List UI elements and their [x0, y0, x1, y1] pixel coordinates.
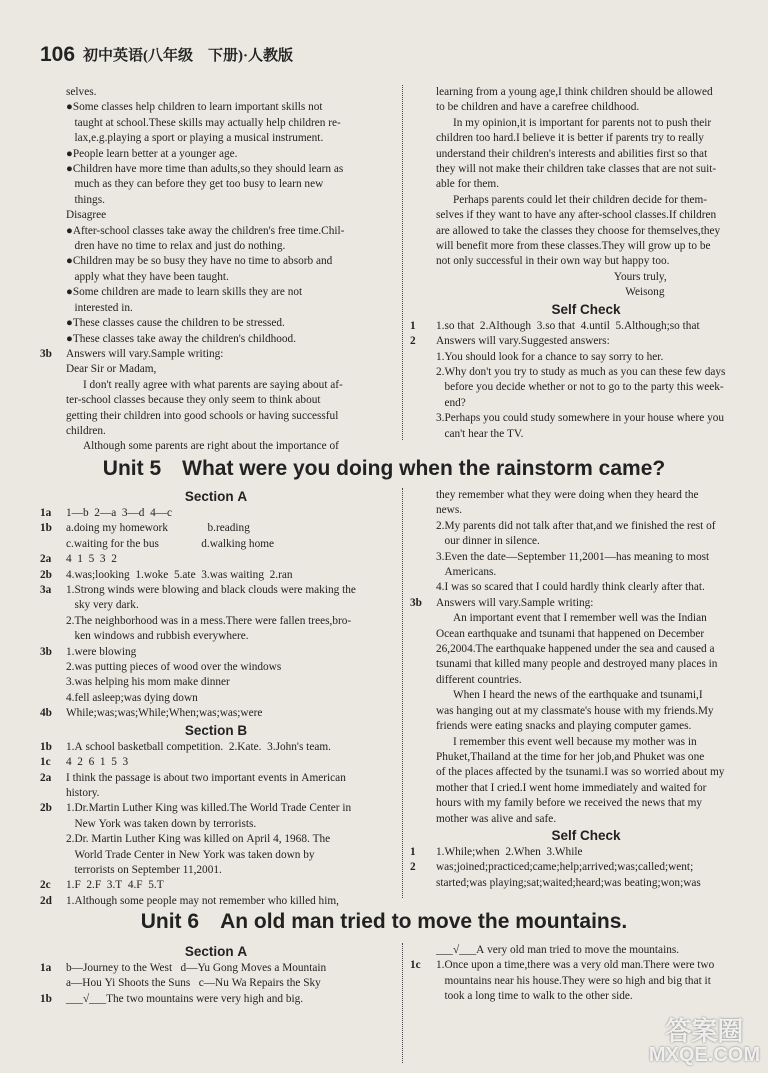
answer-text: Yours truly,	[436, 270, 667, 283]
answer-line	[410, 350, 762, 365]
answer-text: mother was alive and safe.	[436, 812, 557, 825]
answer-line	[410, 845, 762, 860]
answer-text: mountains near his house.They were so high and big that it	[436, 974, 711, 987]
answer-text: Phuket,Thailand at the time for her job,and Phuket was one	[436, 750, 705, 763]
question-label: 2b	[40, 802, 52, 815]
answer-line	[40, 614, 392, 629]
answer-text: ●These classes cause the children to be stressed.	[66, 317, 285, 330]
answer-text: ●After-school classes take away the children's free time.Chil-	[66, 224, 345, 237]
answer-line	[40, 270, 392, 285]
answer-line	[410, 657, 762, 672]
question-label: 3b	[40, 347, 52, 360]
answer-line	[410, 519, 762, 534]
question-label: 2c	[40, 879, 51, 892]
answer-text: ●Children have more time than adults,so they should learn as	[66, 163, 344, 176]
answer-text: 1.Strong winds were blowing and black clouds were making the	[66, 584, 356, 597]
answer-text: 2.Why don't you try to study as much as you can these few days	[436, 365, 726, 378]
answer-line	[410, 860, 762, 875]
answer-line	[410, 208, 762, 223]
answer-text: Although some parents are right about the importance of	[66, 440, 339, 453]
answer-line	[410, 642, 762, 657]
answer-line	[410, 319, 762, 334]
answer-text: 1.were blowing	[66, 645, 137, 658]
section-heading: Section B	[184, 722, 248, 738]
question-label: 3b	[410, 596, 422, 609]
answer-line	[40, 224, 392, 239]
answer-line	[410, 989, 762, 1004]
answer-line	[40, 316, 392, 331]
answer-text: learning from a young age,I think children should be allowed	[436, 86, 713, 98]
answer-line	[40, 660, 392, 675]
answer-text: they remember what they were doing when they heard the	[436, 489, 699, 501]
question-label: 1b	[40, 992, 52, 1005]
section-heading: Section A	[184, 489, 248, 504]
answer-text: hours with my family before we received the news that my	[436, 797, 703, 810]
answer-line	[40, 301, 392, 316]
answer-text: 1—b 2—a 3—d 4—c	[66, 507, 173, 519]
answer-text: understand their children's interests and abilities first so that	[436, 147, 708, 160]
answer-line	[40, 116, 392, 131]
column-divider	[402, 488, 403, 898]
answer-line	[40, 378, 392, 393]
answer-text: will benefit more from these classes.They will grow up to be	[436, 240, 711, 253]
answer-text: selves.	[66, 86, 97, 98]
answer-line	[410, 427, 762, 442]
answer-line	[410, 765, 762, 780]
question-label: 2	[410, 335, 416, 348]
answer-line	[40, 177, 392, 192]
answer-text: 1.While;when 2.When 3.While	[436, 845, 583, 858]
answer-text: An important event that I remember well was the Indian	[436, 612, 707, 625]
answer-line	[40, 706, 392, 721]
answer-line	[40, 848, 392, 863]
answer-line	[410, 334, 762, 349]
answer-text: 1.A school basketball competition. 2.Kate. 3.John's team.	[66, 740, 331, 753]
answer-text: lax,e.g.playing a sport or playing a musical instrument.	[66, 132, 324, 145]
answer-text: news.	[436, 504, 463, 517]
answer-line	[410, 162, 762, 177]
watermark-logo: 答案圈 MXQE.COM	[648, 1016, 760, 1066]
answer-line	[410, 596, 762, 611]
answer-line	[410, 876, 762, 891]
answer-line	[410, 147, 762, 162]
section-heading: Self Check	[551, 301, 621, 317]
section-heading: Section A	[184, 944, 248, 959]
answer-line	[40, 961, 392, 976]
answer-text: Answers will vary.Sample writing:	[436, 596, 594, 609]
answer-line	[410, 750, 762, 765]
question-label: 3a	[40, 584, 52, 597]
answer-line	[410, 488, 762, 503]
unit5-title: Unit 5 What were you doing when the rainstorm came?	[102, 457, 666, 480]
answer-line	[40, 863, 392, 878]
answer-line	[410, 131, 762, 146]
answer-line	[40, 598, 392, 613]
answer-text: before you decide whether or not to go to the party this week-	[436, 381, 724, 394]
question-label: 1	[410, 845, 416, 858]
answer-text: 3.Perhaps you could study somewhere in your house where you	[436, 412, 725, 425]
answer-text: ●Some classes help children to learn important skills not	[66, 101, 323, 114]
answer-line	[410, 254, 762, 269]
answer-text: children.	[66, 424, 106, 437]
answer-text: 4 1 5 3 2	[66, 553, 117, 566]
answer-text: Dear Sir or Madam,	[66, 363, 157, 376]
answer-line	[40, 147, 392, 162]
section-heading: Self Check	[551, 827, 621, 843]
answer-line	[410, 100, 762, 115]
answer-text: terrorists on September 11,2001.	[66, 863, 222, 876]
answer-line	[40, 771, 392, 786]
answer-line	[410, 974, 762, 989]
answer-text: 1.Although some people may not remember who killed him,	[66, 894, 339, 907]
answer-text: 1.so that 2.Although 3.so that 4.until 5.Although;so that	[436, 319, 700, 332]
answer-text: Disagree	[66, 209, 107, 222]
answer-line	[40, 100, 392, 115]
answer-text: sky very dark.	[66, 599, 139, 612]
answer-line	[410, 958, 762, 973]
answer-text: 1.F 2.F 3.T 4.F 5.T	[66, 879, 164, 892]
answer-line	[40, 506, 392, 521]
question-label: 3b	[40, 645, 52, 658]
answer-text: ●These classes take away the children's childhood.	[66, 332, 297, 345]
answer-text: to be children and have a carefree childhood.	[436, 101, 640, 114]
answer-text: 3.Even the date—September 11,2001—has meaning to most	[436, 550, 710, 563]
answer-line	[410, 285, 762, 300]
unit5-left-column	[40, 488, 392, 909]
question-label: 4b	[40, 707, 52, 720]
answer-text: are allowed to take the classes they choose for themselves,they	[436, 224, 721, 237]
answer-text: children too hard.I believe it is better if parents try to really	[436, 132, 704, 145]
answer-line	[410, 193, 762, 208]
answer-text: New York was taken down by terrorists.	[66, 817, 257, 830]
answer-text: selves if they want to have any after-school classes.If children	[436, 209, 717, 222]
answer-line	[40, 521, 392, 536]
answer-text: a.doing my homework b.reading	[66, 522, 250, 535]
answer-line	[40, 254, 392, 269]
answer-text: apply what they have been taught.	[66, 270, 229, 283]
answer-line	[40, 131, 392, 146]
answer-text: started;was playing;sat;waited;heard;was beating;won;was	[436, 876, 701, 889]
answer-text: 2.was putting pieces of wood over the windows	[66, 661, 282, 674]
answer-line	[410, 796, 762, 811]
question-label: 1b	[40, 522, 52, 535]
answer-line	[40, 740, 392, 755]
answer-text: 4.was;looking 1.woke 5.ate 3.was waiting 2.ran	[66, 568, 293, 581]
answer-text: In my opinion,it is important for parents not to push their	[436, 116, 712, 129]
answer-line	[410, 411, 762, 426]
answer-line	[40, 393, 392, 408]
answer-text: interested in.	[66, 301, 133, 314]
answer-text: they will not make their children take classes that are not suit-	[436, 163, 717, 176]
answer-text: mother that I cried.I went home immediately and waited for	[436, 781, 707, 794]
answer-line	[40, 285, 392, 300]
answer-line	[410, 85, 762, 100]
answer-line	[40, 568, 392, 583]
answer-text: c.waiting for the bus d.walking home	[66, 537, 275, 550]
answer-text: 4.I was so scared that I could hardly think clearly after that.	[436, 581, 705, 594]
answer-line	[410, 239, 762, 254]
answer-line	[40, 362, 392, 377]
answer-text: Answers will vary.Suggested answers:	[436, 335, 610, 348]
answer-line	[410, 177, 762, 192]
answer-text: Answers will vary.Sample writing:	[66, 347, 224, 360]
answer-line	[40, 424, 392, 439]
answer-line	[40, 347, 392, 362]
unit6-right-column	[410, 943, 762, 1005]
question-label: 2a	[40, 771, 52, 784]
answer-text: 2.My parents did not talk after that,and we finished the rest of	[436, 519, 716, 532]
unit6-title: Unit 6 An old man tried to move the mountains.	[140, 910, 628, 933]
answer-line	[410, 627, 762, 642]
column-divider	[402, 85, 403, 440]
page-number: 106	[40, 43, 76, 66]
answer-text: not only successful in their own way but happy too.	[436, 255, 670, 268]
answer-text: taught at school.These skills may actually help children re-	[66, 116, 341, 129]
answer-line	[40, 629, 392, 644]
answer-text: 1.You should look for a chance to say sorry to her.	[436, 350, 664, 363]
answer-text: was hanging out at my classmate's house with my friends.My	[436, 704, 714, 717]
answer-line	[410, 224, 762, 239]
question-label: 2d	[40, 894, 52, 907]
answer-text: I think the passage is about two important events in American	[66, 771, 346, 784]
answer-line	[410, 688, 762, 703]
answer-line	[40, 992, 392, 1007]
answer-text: can't hear the TV.	[436, 427, 524, 440]
answer-text: different countries.	[436, 673, 522, 686]
answer-text: World Trade Center in New York was taken down by	[66, 848, 315, 861]
answer-text: was;joined;practiced;came;help;arrived;was;called;went;	[436, 861, 694, 874]
answer-text: 2.The neighborhood was in a mess.There were fallen trees,bro-	[66, 614, 352, 627]
question-label: 2a	[40, 553, 52, 566]
answer-line	[410, 735, 762, 750]
answer-text: I remember this event well because my mother was in	[436, 735, 697, 748]
answer-text: getting their children into good schools or having successful	[66, 409, 339, 422]
answer-line	[40, 552, 392, 567]
question-label: 1	[410, 319, 416, 332]
answer-line	[410, 365, 762, 380]
answer-line	[410, 719, 762, 734]
answer-text: 26,2004.The earthquake happened under the sea and caused a	[436, 643, 715, 656]
question-label: 1a	[40, 962, 52, 974]
answer-line	[40, 85, 392, 100]
answer-text: able for them.	[436, 178, 500, 191]
answer-line	[40, 675, 392, 690]
answer-text: much as they can before they get too busy to learn new	[66, 178, 324, 191]
page-header	[40, 43, 293, 67]
answer-text: 1.Dr.Martin Luther King was killed.The World Trade Center in	[66, 802, 352, 815]
answer-line	[410, 704, 762, 719]
question-label: 1a	[40, 507, 52, 519]
answer-text: of the places affected by the tsunami.I was so worried about my	[436, 766, 725, 779]
answer-line	[410, 611, 762, 626]
answer-text: 4 2 6 1 5 3	[66, 756, 129, 769]
answer-text: Ocean earthquake and tsunami that happened on December	[436, 627, 705, 640]
answer-line	[410, 396, 762, 411]
question-label: 2	[410, 861, 416, 874]
answer-text: friends were eating snacks and playing computer games.	[436, 720, 692, 733]
answer-text: a—Hou Yi Shoots the Suns c—Nu Wa Repairs the Sky	[66, 977, 321, 990]
unit5-right-column	[410, 488, 762, 891]
answer-line	[40, 645, 392, 660]
answer-line	[40, 162, 392, 177]
answer-line	[40, 537, 392, 552]
answer-text: 2.Dr. Martin Luther King was killed on April 4, 1968. The	[66, 833, 331, 846]
answer-line	[410, 270, 762, 285]
answer-text: ●People learn better at a younger age.	[66, 147, 238, 160]
answer-text: Perhaps parents could let their children decide for them-	[436, 193, 708, 206]
column-divider	[402, 943, 403, 1063]
answer-line	[40, 801, 392, 816]
top-right-column	[410, 85, 762, 442]
answer-line	[410, 503, 762, 518]
answer-text: b—Journey to the West d—Yu Gong Moves a Mountain	[66, 962, 327, 974]
answer-text: took a long time to walk to the other side.	[436, 990, 633, 1003]
answer-line	[410, 812, 762, 827]
question-label: 2b	[40, 568, 52, 581]
top-left-column	[40, 85, 392, 455]
answer-line	[410, 380, 762, 395]
answer-text: Weisong	[436, 286, 665, 299]
answer-line	[40, 817, 392, 832]
answer-text: I don't really agree with what parents are saying about af-	[66, 378, 343, 391]
answer-text: our dinner in silence.	[436, 535, 540, 548]
answer-text: ___√___A very old man tried to move the mountains.	[436, 944, 680, 956]
answer-text: ter-school classes because they only seem to think about	[66, 394, 321, 407]
answer-text: While;was;was;While;When;was;was;were	[66, 707, 263, 720]
answer-text: When I heard the news of the earthquake and tsunami,I	[436, 689, 703, 702]
answer-text: dren have no time to relax and just do nothing.	[66, 240, 286, 253]
answer-text: ___√___The two mountains were very high and big.	[66, 992, 304, 1005]
answer-line	[410, 116, 762, 131]
answer-line	[40, 332, 392, 347]
answer-line	[40, 976, 392, 991]
answer-text: 3.was helping his mom make dinner	[66, 676, 230, 689]
answer-text: ken windows and rubbish everywhere.	[66, 630, 249, 643]
answer-line	[40, 832, 392, 847]
answer-line	[410, 673, 762, 688]
answer-line	[40, 208, 392, 223]
question-label: 1b	[40, 740, 52, 753]
answer-line	[40, 583, 392, 598]
answer-text: tsunami that killed many people and destroyed many places in	[436, 658, 718, 671]
answer-text: history.	[66, 786, 100, 799]
answer-text: ●Some children are made to learn skills they are not	[66, 286, 303, 299]
unit6-left-column	[40, 943, 392, 1007]
answer-line	[410, 534, 762, 549]
answer-line	[40, 878, 392, 893]
answer-text: things.	[66, 193, 105, 206]
answer-line	[410, 565, 762, 580]
answer-text: Americans.	[436, 566, 497, 579]
answer-line	[40, 409, 392, 424]
answer-line	[40, 755, 392, 770]
question-label: 1c	[40, 756, 51, 769]
answer-text: ●Children may be so busy they have no time to absorb and	[66, 255, 333, 268]
book-title: 初中英语(八年级 下册)·人教版	[83, 48, 294, 64]
answer-line	[40, 691, 392, 706]
answer-line	[40, 193, 392, 208]
answer-text: 1.Once upon a time,there was a very old man.There were two	[436, 959, 715, 972]
answer-line	[40, 786, 392, 801]
answer-text: end?	[436, 396, 466, 409]
answer-line	[410, 781, 762, 796]
answer-text: 4.fell asleep;was dying down	[66, 691, 198, 704]
answer-line	[410, 943, 762, 958]
question-label: 1c	[410, 959, 421, 972]
answer-line	[410, 580, 762, 595]
answer-line	[40, 239, 392, 254]
answer-line	[410, 550, 762, 565]
